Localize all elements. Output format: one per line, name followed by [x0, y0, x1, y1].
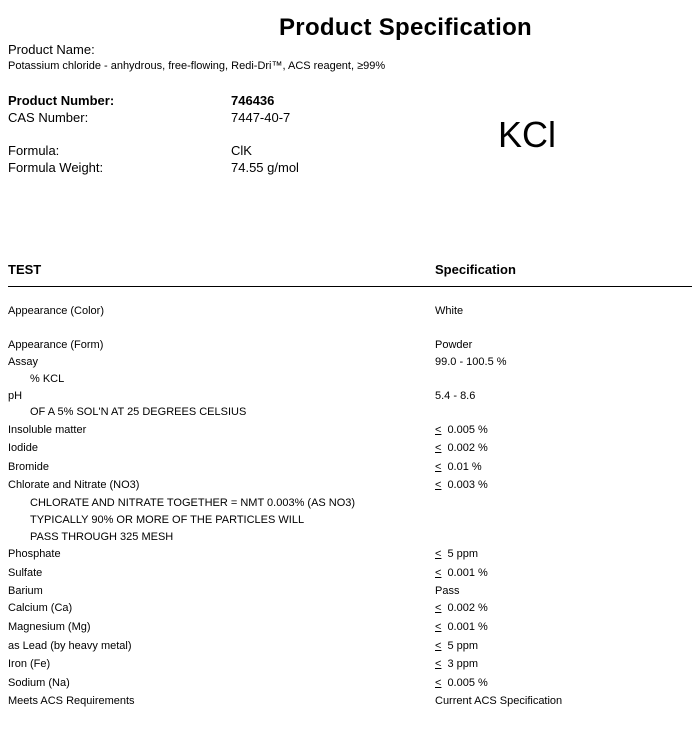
specification-value — [435, 356, 507, 368]
test-name: Magnesium (Mg) — [8, 621, 91, 633]
less-than-or-equal-symbol: < — [435, 677, 442, 689]
specification-value — [435, 658, 478, 670]
test-name: Appearance (Color) — [8, 305, 104, 317]
test-name: Assay — [8, 356, 38, 368]
specification-text: 0.005 % — [447, 677, 488, 689]
less-than-or-equal-symbol: < — [435, 548, 442, 560]
table-row — [0, 461, 700, 479]
test-name: Phosphate — [8, 548, 61, 560]
product-number-value: 746436 — [231, 93, 275, 108]
test-name: Iodide — [8, 442, 38, 454]
less-than-or-equal-symbol: < — [435, 567, 442, 579]
specification-value — [435, 390, 475, 402]
specification-text: 0.002 % — [447, 442, 488, 454]
specification-text: Powder — [435, 339, 473, 351]
test-name: Calcium (Ca) — [8, 602, 73, 614]
test-name: Sulfate — [8, 567, 43, 579]
specification-value — [435, 602, 488, 614]
header-divider — [8, 286, 692, 287]
specification-text: Current ACS Specification — [435, 695, 563, 707]
less-than-or-equal-symbol: < — [435, 479, 442, 491]
specification-text: 5 ppm — [447, 548, 479, 560]
test-name: pH — [8, 390, 23, 402]
specification-value — [435, 461, 482, 473]
test-name: Barium — [8, 585, 43, 597]
test-name: CHLORATE AND NITRATE TOGETHER = NMT 0.003% (AS NO3) — [30, 497, 356, 509]
specification-text: 0.005 % — [447, 424, 488, 436]
specification-value — [435, 479, 488, 491]
specification-text: 3 ppm — [447, 658, 479, 670]
table-row — [0, 442, 700, 460]
less-than-or-equal-symbol: < — [435, 461, 442, 473]
specification-text: 0.01 % — [447, 461, 482, 473]
table-row — [0, 497, 700, 515]
specification-value — [435, 548, 478, 560]
specification-value — [435, 695, 562, 707]
product-name-label: Product Name: — [8, 42, 95, 57]
table-row — [0, 479, 700, 497]
table-row — [0, 548, 700, 566]
specification-value — [435, 424, 488, 436]
formula-weight-value: 74.55 g/mol — [231, 160, 299, 175]
table-row — [0, 305, 700, 323]
table-header-test: TEST — [8, 262, 42, 277]
structure-image: KCl — [498, 114, 557, 155]
test-name: % KCL — [30, 373, 65, 385]
specification-text: White — [435, 305, 464, 317]
test-name: Appearance (Form) — [8, 339, 104, 351]
table-row — [0, 585, 700, 603]
specification-value — [435, 677, 488, 689]
page-title: Product Specification — [279, 14, 533, 41]
specification-text: 0.003 % — [447, 479, 488, 491]
table-row — [0, 677, 700, 695]
formula-weight-label: Formula Weight: — [8, 160, 104, 175]
specification-value — [435, 567, 488, 579]
table-header-specification: Specification — [435, 262, 516, 277]
less-than-or-equal-symbol: < — [435, 424, 442, 436]
table-row — [0, 424, 700, 442]
less-than-or-equal-symbol: < — [435, 602, 442, 614]
table-row — [0, 621, 700, 639]
specification-value — [435, 442, 488, 454]
table-row — [0, 695, 700, 713]
test-name: Insoluble matter — [8, 424, 87, 436]
table-row — [0, 567, 700, 585]
table-row — [0, 514, 700, 532]
specification-value — [435, 621, 488, 633]
test-name: OF A 5% SOL'N AT 25 DEGREES CELSIUS — [30, 406, 247, 418]
less-than-or-equal-symbol: < — [435, 640, 442, 652]
specification-text: Pass — [435, 585, 460, 597]
table-row — [0, 406, 700, 424]
specification-value — [435, 585, 459, 597]
table-row — [0, 602, 700, 620]
product-name-value: Potassium chloride - anhydrous, free-flowing, Redi-Dri™, ACS reagent, ≥99% — [8, 60, 386, 72]
test-name: as Lead (by heavy metal) — [8, 640, 132, 652]
test-name: Chlorate and Nitrate (NO3) — [8, 479, 140, 491]
test-name: Sodium (Na) — [8, 677, 70, 689]
test-name: Iron (Fe) — [8, 658, 51, 670]
test-name: Bromide — [8, 461, 49, 473]
specification-value — [435, 640, 478, 652]
cas-label: CAS Number: — [8, 110, 89, 125]
test-name: Meets ACS Requirements — [8, 695, 135, 707]
table-row — [0, 640, 700, 658]
table-row — [0, 658, 700, 676]
specification-text: 0.002 % — [447, 602, 488, 614]
formula-label: Formula: — [8, 143, 60, 158]
less-than-or-equal-symbol: < — [435, 658, 442, 670]
less-than-or-equal-symbol: < — [435, 442, 442, 454]
less-than-or-equal-symbol: < — [435, 621, 442, 633]
specification-text: 0.001 % — [447, 621, 488, 633]
specification-text: 5 ppm — [447, 640, 479, 652]
table-row — [0, 373, 700, 391]
specification-text: 99.0 - 100.5 % — [435, 356, 507, 368]
specification-value — [435, 339, 472, 351]
specification-value — [435, 305, 463, 317]
table-row — [0, 339, 700, 357]
cas-value: 7447-40-7 — [231, 110, 291, 125]
product-number-label: Product Number: — [8, 93, 115, 108]
specification-text: 0.001 % — [447, 567, 488, 579]
table-row — [0, 356, 700, 374]
test-name: PASS THROUGH 325 MESH — [30, 531, 174, 543]
table-row — [0, 531, 700, 549]
formula-value: ClK — [231, 143, 252, 158]
test-name: TYPICALLY 90% OR MORE OF THE PARTICLES WILL — [30, 514, 305, 526]
specification-text: 5.4 - 8.6 — [435, 390, 476, 402]
